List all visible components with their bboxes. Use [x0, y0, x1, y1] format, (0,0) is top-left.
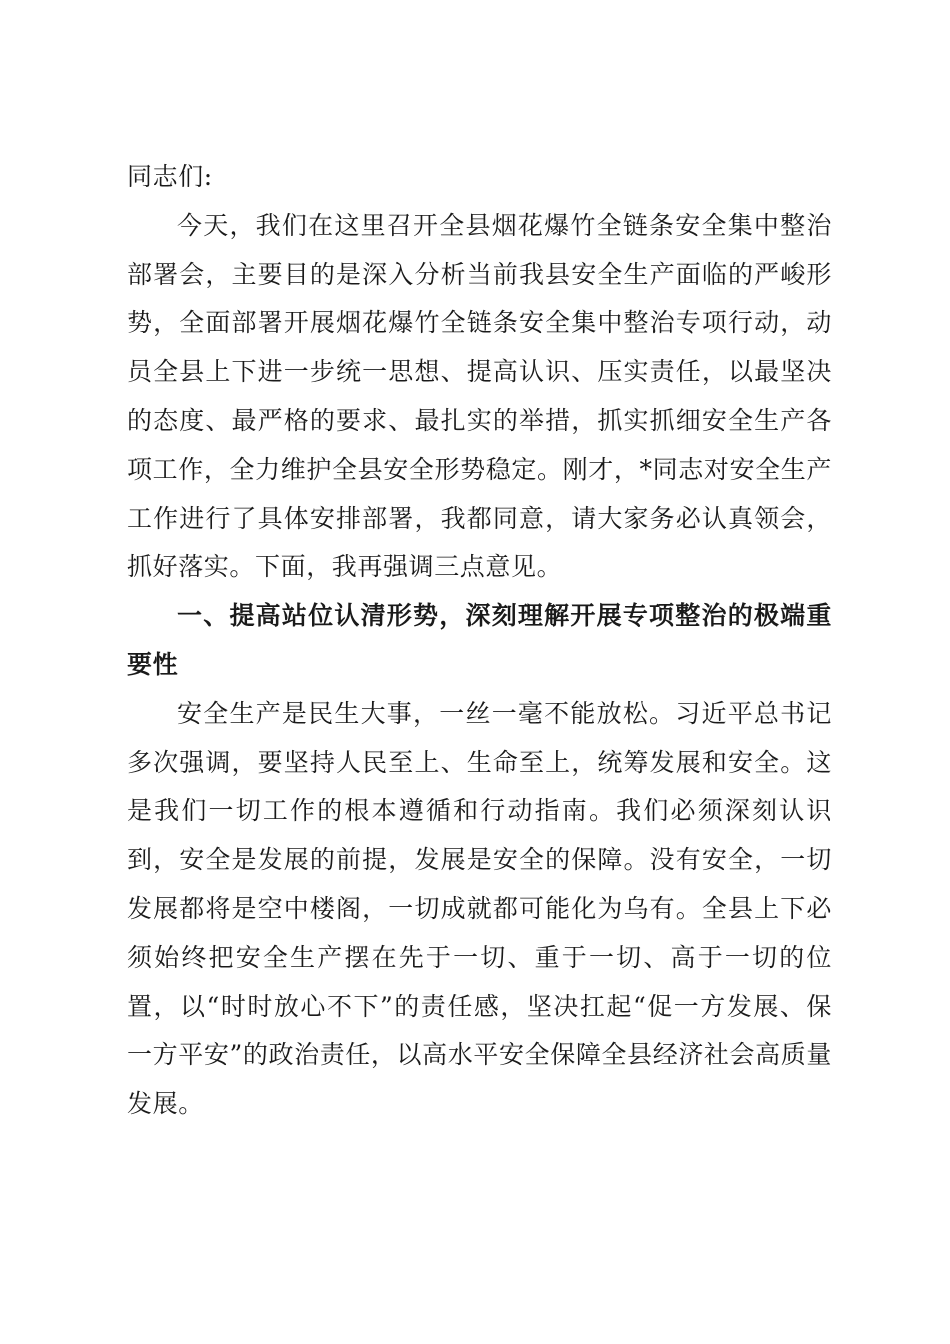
opening-paragraph: 今天，我们在这里召开全县烟花爆竹全链条安全集中整治部署会，主要目的是深入分析当前我县安全生产面临的严峻形势，全面部署开展烟花爆竹全链条安全集中整治专项行动，动员全县上下进一步统一思想、提高认识、压实责任，以最坚决的态度、最严格的要求、最扎实的举措，抓实抓细安全生产各项工作，全力维护全县安全形势稳定。刚才，*同志对安全生产工作进行了具体安排部署，我都同意，请大家务必认真领会，抓好落实。下面，我再强调三点意见。	[127, 210, 832, 582]
section-heading-1: 一、提高站位认清形势，深刻理解开展专项整治的极端重要性	[127, 601, 832, 679]
section-1-paragraph: 安全生产是民生大事，一丝一毫不能放松。习近平总书记多次强调，要坚持人民至上、生命至上，统筹发展和安全。这是我们一切工作的根本遵循和行动指南。我们必须深刻认识到，安全是发展的前提，发展是安全的保障。没有安全，一切发展都将是空中楼阁，一切成就都可能化为乌有。全县上下必须始终把安全生产摆在先于一切、重于一切、高于一切的位置，以“时时放心不下”的责任感，坚决扛起“促一方发展、保一方平安”的政治责任，以高水平安全保障全县经济社会高质量发展。	[127, 698, 832, 1119]
salutation: 同志们:	[127, 162, 213, 191]
document-page	[127, 153, 832, 1129]
